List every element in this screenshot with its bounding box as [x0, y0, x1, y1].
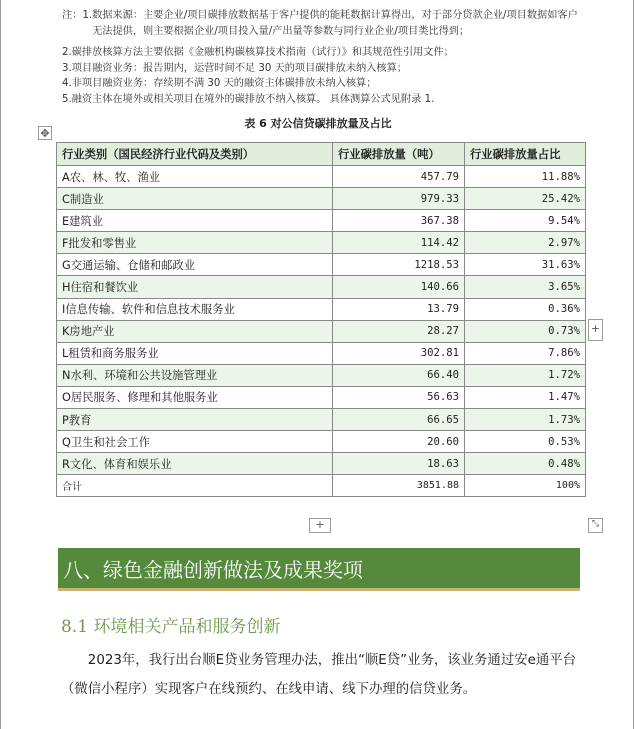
table-row — [57, 254, 586, 276]
share-cell[interactable]: 0.48% — [465, 453, 586, 475]
table-caption: 表 6 对公信贷碳排放量及占比 — [244, 117, 392, 130]
section-heading[interactable]: 八、绿色金融创新做法及成果奖项 — [63, 558, 363, 582]
industry-cell[interactable]: N水利、环境和公共设施管理业 — [57, 364, 333, 386]
body-paragraph[interactable]: 2023年，我行出台顺E贷业务管理办法，推出“顺E贷”业务，该业务通过安e通平台（微信小程序）实现客户在线预约、在线申请、线下办理的信贷业务。 — [61, 653, 577, 697]
share-cell[interactable]: 7.86% — [465, 342, 586, 364]
table-row — [57, 386, 586, 408]
note-item — [62, 92, 582, 108]
note-number: 4. — [62, 78, 72, 90]
note-number: 2. — [62, 47, 72, 59]
emissions-cell[interactable]: 367.38 — [333, 210, 465, 232]
note-item — [62, 61, 582, 77]
emissions-cell[interactable]: 302.81 — [333, 342, 465, 364]
table-row — [57, 276, 586, 298]
page-right-edge — [633, 0, 634, 729]
table-row — [57, 409, 586, 431]
share-cell[interactable]: 0.73% — [465, 320, 586, 342]
header-industry[interactable]: 行业类别（国民经济行业代码及类别） — [57, 143, 333, 166]
share-cell[interactable]: 9.54% — [465, 210, 586, 232]
table-row — [57, 320, 586, 342]
table-row — [57, 166, 586, 188]
note-text: 非项目融资业务：存续期不满 30 天的融资主体碳排放未纳入核算； — [71, 78, 377, 90]
emissions-cell[interactable]: 66.40 — [333, 364, 465, 386]
note-item — [62, 8, 582, 39]
emissions-cell[interactable]: 20.60 — [333, 431, 465, 453]
total-emissions-cell[interactable]: 3851.88 — [333, 475, 465, 497]
total-label-cell[interactable]: 合计 — [57, 475, 333, 497]
table-row — [57, 431, 586, 453]
emissions-cell[interactable]: 457.79 — [333, 166, 465, 188]
share-cell[interactable]: 3.65% — [465, 276, 586, 298]
share-cell[interactable]: 2.97% — [465, 232, 586, 254]
table-row — [57, 210, 586, 232]
share-cell[interactable]: 1.47% — [465, 386, 586, 408]
industry-cell[interactable]: R文化、体育和娱乐业 — [57, 453, 333, 475]
note-text: 数据来源：主要企业/项目碳排放数据基于客户提供的能耗数据计算得出，对于部分贷款企业/项目数据如客户无法提供，则主要根据企业/项目投入量/产出量等参数与同行业企业/项目类比得到； — [92, 10, 578, 37]
add-column-button[interactable]: + — [588, 319, 603, 341]
share-cell[interactable]: 0.53% — [465, 431, 586, 453]
note-item — [62, 45, 582, 61]
share-cell[interactable]: 0.36% — [465, 298, 586, 320]
notes-label: 注： — [62, 10, 83, 21]
table-row — [57, 453, 586, 475]
table-resize-icon[interactable]: ⤡ — [588, 518, 603, 533]
note-number: 5. — [62, 93, 72, 105]
share-cell[interactable]: 1.73% — [465, 409, 586, 431]
page-left-edge — [0, 0, 1, 729]
industry-cell[interactable]: H住宿和餐饮业 — [57, 276, 333, 298]
table-row — [57, 342, 586, 364]
industry-cell[interactable]: I信息传输、软件和信息技术服务业 — [57, 298, 333, 320]
industry-cell[interactable]: Q卫生和社会工作 — [57, 431, 333, 453]
industry-cell[interactable]: F批发和零售业 — [57, 232, 333, 254]
table-move-handle-icon[interactable]: ✥ — [38, 126, 52, 140]
footnotes — [62, 8, 582, 108]
industry-cell[interactable]: O居民服务、修理和其他服务业 — [57, 386, 333, 408]
add-row-button[interactable]: + — [309, 518, 331, 533]
table-header-row — [57, 143, 586, 166]
industry-cell[interactable]: E建筑业 — [57, 210, 333, 232]
share-cell[interactable]: 31.63% — [465, 254, 586, 276]
emissions-cell[interactable]: 13.79 — [333, 298, 465, 320]
industry-cell[interactable]: C制造业 — [57, 188, 333, 210]
emissions-cell[interactable]: 18.63 — [333, 453, 465, 475]
note-number: 3. — [62, 62, 72, 74]
emissions-cell[interactable]: 1218.53 — [333, 254, 465, 276]
note-item — [62, 76, 582, 92]
header-share[interactable]: 行业碳排放量占比 — [465, 143, 586, 166]
emissions-cell[interactable]: 979.33 — [333, 188, 465, 210]
subsection-heading[interactable]: 8.1 环境相关产品和服务创新 — [61, 617, 281, 637]
share-cell[interactable]: 11.88% — [465, 166, 586, 188]
industry-cell[interactable]: P教育 — [57, 409, 333, 431]
industry-cell[interactable]: L租赁和商务服务业 — [57, 342, 333, 364]
table-row — [57, 232, 586, 254]
note-text: 融资主体在境外或相关项目在境外的碳排放不纳入核算。 具体测算公式见附录 1. — [71, 93, 435, 105]
emissions-table[interactable] — [56, 142, 586, 497]
emissions-cell[interactable]: 140.66 — [333, 276, 465, 298]
industry-cell[interactable]: G交通运输、仓储和邮政业 — [57, 254, 333, 276]
emissions-cell[interactable]: 28.27 — [333, 320, 465, 342]
emissions-cell[interactable]: 114.42 — [333, 232, 465, 254]
header-emissions[interactable]: 行业碳排放量（吨） — [333, 143, 465, 166]
table-total-row — [57, 475, 586, 497]
industry-cell[interactable]: A农、林、牧、渔业 — [57, 166, 333, 188]
note-text: 碳排放核算方法主要依据《金融机构碳核算技术指南（试行）》和其规范性引用文件； — [71, 47, 454, 59]
section-heading-bar — [58, 548, 580, 591]
share-cell[interactable]: 1.72% — [465, 364, 586, 386]
table-row — [57, 188, 586, 210]
industry-cell[interactable]: K房地产业 — [57, 320, 333, 342]
table-row — [57, 364, 586, 386]
note-number: 1. — [82, 10, 93, 21]
emissions-cell[interactable]: 66.65 — [333, 409, 465, 431]
total-share-cell[interactable]: 100% — [465, 475, 586, 497]
share-cell[interactable]: 25.42% — [465, 188, 586, 210]
emissions-cell[interactable]: 56.63 — [333, 386, 465, 408]
note-text: 项目融资业务：报告期内，运营时间不足 30 天的项目碳排放未纳入核算； — [71, 62, 407, 74]
table-row — [57, 298, 586, 320]
